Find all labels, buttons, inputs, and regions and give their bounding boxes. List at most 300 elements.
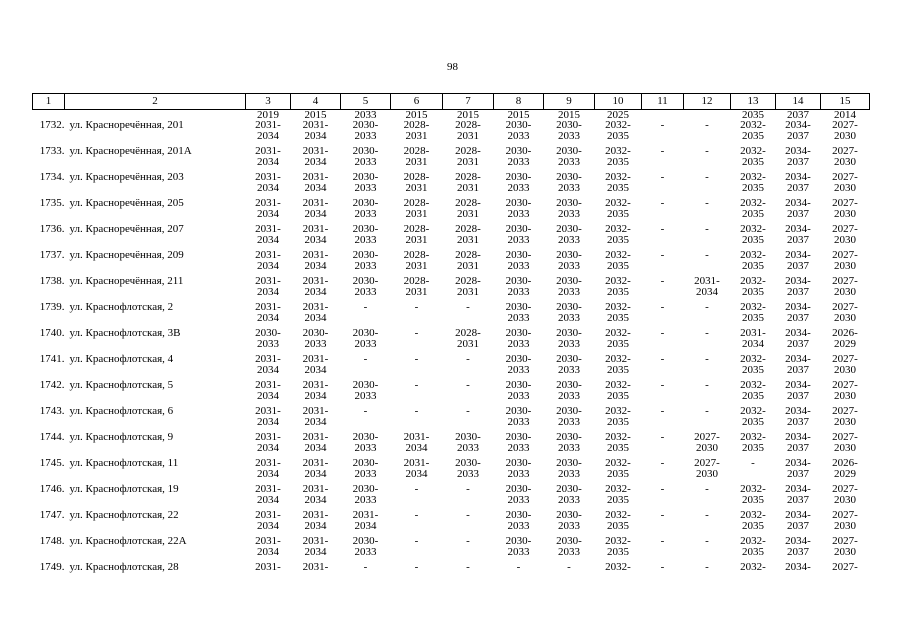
year-value: 2035	[742, 415, 764, 428]
year-value: 2030-	[556, 510, 582, 521]
year-range-cell	[595, 380, 642, 406]
year-value: 2034	[304, 363, 327, 376]
year-range-cell	[494, 328, 544, 354]
year-value: 2030	[834, 519, 856, 532]
table-row	[33, 458, 870, 484]
year-value: 2031	[457, 181, 479, 194]
year-value: 2037	[787, 181, 809, 194]
year-value: 2031	[405, 181, 428, 194]
year-value: 2032-	[740, 146, 766, 157]
year-value: 2035	[607, 467, 629, 480]
year-value: 2031-	[403, 432, 430, 443]
year-range-cell	[595, 354, 642, 380]
year-value: 2032-	[605, 328, 631, 339]
year-range-cell	[391, 406, 443, 432]
year-value: 2028-	[455, 198, 481, 209]
year-value: 2032-	[740, 276, 766, 287]
year-value: 2029	[834, 337, 856, 350]
table-row	[33, 198, 870, 224]
year-value: 2032-	[605, 406, 631, 417]
year-value: 2033	[558, 233, 580, 246]
year-range-cell	[776, 172, 821, 198]
dash-value: -	[705, 198, 709, 209]
year-value: 2034	[304, 285, 327, 298]
year-range-cell	[684, 510, 731, 536]
year-range-cell	[731, 406, 776, 432]
year-range-cell	[642, 536, 684, 562]
year-range-cell	[443, 432, 494, 458]
year-range-cell	[731, 458, 776, 484]
year-range-cell	[443, 198, 494, 224]
year-value: 2030	[834, 181, 856, 194]
year-range-cell	[391, 328, 443, 354]
year-range-cell	[642, 302, 684, 328]
year-value: 2031-	[302, 146, 329, 157]
year-value: 2031-	[302, 224, 329, 235]
year-value: 2030-	[505, 328, 532, 339]
year-range-cell	[246, 484, 291, 510]
dash-value: -	[660, 302, 665, 313]
year-range-cell	[684, 406, 731, 432]
year-range-cell	[291, 146, 341, 172]
year-range-cell	[443, 120, 494, 146]
year-value: 2034-	[785, 276, 811, 287]
year-range-cell	[391, 120, 443, 146]
row-number: 1738.	[39, 276, 65, 287]
table-row	[33, 328, 870, 354]
dash-value: -	[751, 458, 755, 469]
dash-value: -	[466, 510, 470, 521]
year-value: 2028-	[403, 198, 430, 209]
dash-value: -	[660, 328, 665, 339]
year-value: 2034-	[785, 510, 811, 521]
year-range-cell	[544, 146, 595, 172]
year-range-cell	[776, 432, 821, 458]
year-value: 2028-	[455, 146, 481, 157]
year-value: 2031-	[302, 536, 329, 547]
year-range-cell	[821, 562, 870, 575]
year-range-cell	[544, 380, 595, 406]
year-range-cell	[731, 120, 776, 146]
year-value: 2035	[742, 207, 764, 220]
year-range-cell	[494, 458, 544, 484]
year-value: 2030	[834, 415, 856, 428]
year-value: 2033	[354, 337, 377, 350]
year-value: 2034	[304, 493, 327, 506]
year-range-cell	[731, 380, 776, 406]
year-value: 2037	[787, 389, 809, 402]
row-number: 1749.	[39, 562, 65, 573]
year-value: 2027-	[832, 484, 858, 495]
year-value: 2032-	[740, 198, 766, 209]
year-value: 2031-	[302, 250, 329, 261]
year-range-cell	[776, 328, 821, 354]
year-range-cell	[291, 302, 341, 328]
year-range-cell	[731, 146, 776, 172]
header-col-8: 8	[494, 94, 544, 110]
header-col-3: 3	[246, 94, 291, 110]
year-value: 2028-	[403, 120, 430, 131]
year-value: 2027-	[832, 380, 858, 391]
year-value: 2030-	[505, 458, 532, 469]
year-value: 2034	[257, 285, 279, 298]
year-range-cell	[731, 198, 776, 224]
year-value: 2033	[354, 493, 377, 506]
year-range-cell	[443, 224, 494, 250]
year-range-cell	[821, 224, 870, 250]
year-range-cell	[684, 484, 731, 510]
year-value: 2032-	[740, 510, 766, 521]
year-range-cell	[642, 120, 684, 146]
year-value: 2035	[607, 493, 629, 506]
year-value: 2032-	[605, 146, 631, 157]
year-value: 2035	[742, 519, 764, 532]
year-range-cell	[684, 224, 731, 250]
year-range-cell	[776, 380, 821, 406]
year-range-cell	[494, 198, 544, 224]
year-range-cell	[821, 536, 870, 562]
year-value: 2030-	[556, 328, 582, 339]
row-address: ул. Красноречённая, 211	[69, 276, 184, 287]
year-value: 2037	[787, 155, 809, 168]
year-value: 2030-	[505, 510, 532, 521]
year-value: 2030-	[352, 172, 379, 183]
year-value: 2033	[354, 129, 377, 142]
year-value: 2031	[457, 155, 479, 168]
year-value: 2035	[607, 155, 629, 168]
year-value: 2031	[457, 129, 479, 142]
year-value: 2033	[507, 545, 530, 558]
year-value: 2034-	[785, 250, 811, 261]
year-range-cell	[776, 224, 821, 250]
year-range-cell	[642, 354, 684, 380]
year-value: 2030-	[352, 276, 379, 287]
header-col-15: 15	[821, 94, 870, 110]
year-value: 2028-	[403, 172, 430, 183]
year-range-cell	[642, 172, 684, 198]
year-value: 2035	[742, 181, 764, 194]
year-value: 2033	[507, 441, 530, 454]
year-value: 2026-	[832, 458, 858, 469]
year-range-cell	[246, 146, 291, 172]
year-value: 2037	[787, 415, 809, 428]
year-value: 2034-	[785, 380, 811, 391]
year-value: 2033	[558, 389, 580, 402]
year-value: 2033	[558, 207, 580, 220]
dash-value: -	[705, 536, 709, 547]
year-value: 2037	[787, 493, 809, 506]
dash-value: -	[705, 484, 709, 495]
carryover-cell: 2014	[834, 109, 856, 120]
year-range-cell	[246, 198, 291, 224]
year-value: 2035	[742, 233, 764, 246]
year-value: 2034-	[785, 432, 811, 443]
year-value: 2031-	[255, 484, 281, 495]
year-value: 2034	[304, 415, 327, 428]
year-value: 2030-	[556, 172, 582, 183]
year-value: 2027-	[694, 458, 720, 469]
year-range-cell	[246, 406, 291, 432]
year-range-cell	[443, 510, 494, 536]
year-range-cell	[443, 458, 494, 484]
year-value: 2027-	[832, 432, 858, 443]
year-range-cell	[642, 198, 684, 224]
year-value: 2037	[787, 129, 809, 142]
year-value: 2030	[834, 233, 856, 246]
year-value: 2028-	[455, 224, 481, 235]
year-range-cell	[246, 432, 291, 458]
year-value: 2030	[834, 441, 856, 454]
year-value: 2034-	[785, 120, 811, 131]
year-value: 2033	[507, 519, 530, 532]
dash-value: -	[466, 536, 470, 547]
year-value: 2034	[304, 311, 327, 324]
year-range-cell	[544, 536, 595, 562]
year-value: 2033	[354, 259, 377, 272]
year-range-cell	[821, 276, 870, 302]
year-value: 2033	[558, 285, 580, 298]
year-value: 2032-	[740, 354, 766, 365]
year-range-cell	[821, 250, 870, 276]
year-value: 2033	[558, 337, 580, 350]
row-number: 1735.	[39, 198, 65, 209]
year-value: 2033	[354, 207, 377, 220]
year-value: 2035	[742, 389, 764, 402]
schedule-table	[32, 93, 870, 575]
year-value: 2027-	[832, 146, 858, 157]
year-range-cell	[595, 172, 642, 198]
year-range-cell	[391, 484, 443, 510]
year-value: 2033	[354, 285, 377, 298]
dash-value: -	[660, 146, 665, 157]
year-value: 2030	[696, 467, 718, 480]
dash-value: -	[414, 380, 419, 391]
year-value: 2030-	[352, 458, 379, 469]
table-header	[33, 94, 870, 110]
year-value: 2034	[304, 259, 327, 272]
year-value: 2031-	[255, 224, 281, 235]
year-value: 2034	[304, 207, 327, 220]
dash-value: -	[466, 354, 470, 365]
year-range-cell	[684, 172, 731, 198]
year-value: 2030-	[556, 484, 582, 495]
row-number: 1736.	[39, 224, 65, 235]
year-value: 2027-	[832, 172, 858, 183]
year-value: 2030-	[505, 276, 532, 287]
row-address: ул. Краснофлотская, 9	[69, 432, 174, 443]
year-value: 2034	[304, 129, 327, 142]
year-range-cell	[246, 510, 291, 536]
year-range-cell	[494, 224, 544, 250]
year-range-cell	[291, 276, 341, 302]
year-value: 2035	[607, 259, 629, 272]
year-range-cell	[494, 302, 544, 328]
dash-value: -	[705, 380, 709, 391]
year-value: 2030-	[556, 146, 582, 157]
year-range-cell	[246, 536, 291, 562]
year-value: 2032-	[740, 172, 766, 183]
year-range-cell	[731, 250, 776, 276]
year-value: 2033	[558, 129, 580, 142]
year-value: 2032-	[740, 432, 766, 443]
year-value: 2033	[354, 389, 377, 402]
header-col-4: 4	[291, 94, 341, 110]
year-value: 2034	[304, 233, 327, 246]
year-value: 2030-	[556, 406, 582, 417]
year-range-cell	[494, 120, 544, 146]
year-range-cell	[731, 328, 776, 354]
year-value: 2034	[304, 181, 327, 194]
year-range-cell	[821, 406, 870, 432]
year-value: 2031-	[302, 354, 329, 365]
dash-value: -	[660, 120, 665, 131]
year-value: 2027-	[832, 250, 858, 261]
year-value: 2030	[834, 545, 856, 558]
year-range-cell	[544, 484, 595, 510]
year-range-cell	[443, 172, 494, 198]
year-value: 2027-	[832, 198, 858, 209]
year-range-cell	[494, 432, 544, 458]
dash-value: -	[660, 354, 665, 365]
year-range-cell	[642, 146, 684, 172]
year-value: 2035	[607, 519, 629, 532]
year-range-cell	[595, 146, 642, 172]
year-range-cell	[391, 536, 443, 562]
year-range-cell	[642, 484, 684, 510]
year-range-cell	[494, 510, 544, 536]
year-value: 2035	[742, 155, 764, 168]
year-range-cell	[544, 120, 595, 146]
year-value: 2030-	[556, 380, 582, 391]
header-col-6: 6	[391, 94, 443, 110]
year-value: 2027-	[694, 432, 720, 443]
year-range-cell	[246, 224, 291, 250]
year-value: 2026-	[832, 328, 858, 339]
table-row	[33, 510, 870, 536]
year-range-cell	[391, 458, 443, 484]
year-value: 2034-	[785, 224, 811, 235]
year-range-cell	[595, 536, 642, 562]
year-value: 2033	[558, 493, 580, 506]
year-range-cell	[443, 302, 494, 328]
year-value: 2034	[696, 285, 718, 298]
year-range-cell	[291, 380, 341, 406]
year-value: 2033	[507, 415, 530, 428]
carryover-cell: 2015	[304, 109, 327, 120]
header-col-14: 14	[776, 94, 821, 110]
year-value: 2030-	[505, 172, 532, 183]
dash-value: -	[516, 562, 521, 573]
dash-value: -	[660, 406, 665, 417]
year-value: 2028-	[403, 224, 430, 235]
year-range-cell	[684, 120, 731, 146]
year-value: 2034	[405, 467, 428, 480]
year-value: 2037	[787, 519, 809, 532]
year-range-cell	[341, 406, 391, 432]
year-value: 2034	[354, 519, 377, 532]
year-range-cell	[391, 224, 443, 250]
row-address: ул. Краснофлотская, 5	[69, 380, 174, 391]
year-range-cell	[595, 120, 642, 146]
year-value: 2032-	[605, 172, 631, 183]
year-value: 2037	[787, 285, 809, 298]
carryover-cell	[642, 110, 684, 121]
year-value: 2035	[607, 129, 629, 142]
year-range-cell	[291, 198, 341, 224]
dash-value: -	[705, 406, 709, 417]
row-address: ул. Красноречённая, 207	[69, 224, 184, 235]
year-range-cell	[776, 562, 821, 575]
dash-value: -	[414, 328, 419, 339]
year-value: 2031-	[255, 432, 281, 443]
year-value: 2031-	[255, 250, 281, 261]
carryover-cell: 2035	[742, 109, 764, 120]
year-value: 2033	[354, 155, 377, 168]
dash-value: -	[466, 406, 470, 417]
year-value: 2031	[457, 259, 479, 272]
header-col-5: 5	[341, 94, 391, 110]
row-number: 1739.	[39, 302, 65, 313]
year-value: 2032-	[605, 484, 631, 495]
year-range-cell	[246, 458, 291, 484]
year-value: 2034	[257, 467, 279, 480]
row-number: 1741.	[39, 354, 65, 365]
year-value: 2033	[507, 155, 530, 168]
year-value: 2031-	[302, 484, 329, 495]
year-value: 2032-	[605, 250, 631, 261]
year-value: 2033	[558, 155, 580, 168]
year-range-cell	[776, 484, 821, 510]
year-range-cell	[731, 172, 776, 198]
year-range-cell	[494, 380, 544, 406]
year-range-cell	[595, 432, 642, 458]
dash-value: -	[705, 120, 709, 131]
year-value: 2030	[834, 363, 856, 376]
year-value: 2030-	[505, 250, 532, 261]
dash-value: -	[660, 510, 665, 521]
dash-value: -	[660, 484, 665, 495]
year-value: 2033	[558, 519, 580, 532]
year-value: 2034-	[785, 406, 811, 417]
year-range-cell	[443, 380, 494, 406]
year-range-cell	[821, 172, 870, 198]
year-range-cell	[443, 562, 494, 575]
year-value: 2034	[304, 467, 327, 480]
year-range-cell	[494, 562, 544, 575]
year-value: 2033	[354, 181, 377, 194]
year-value: 2031-	[302, 406, 329, 417]
year-value: 2033	[457, 441, 479, 454]
year-value: 2035	[742, 441, 764, 454]
row-number: 1745.	[39, 458, 65, 469]
year-range-cell	[595, 484, 642, 510]
year-value: 2031	[457, 285, 479, 298]
table-row	[33, 250, 870, 276]
year-range-cell	[731, 354, 776, 380]
row-address: ул. Краснофлотская, 11	[69, 458, 179, 469]
year-range-cell	[821, 484, 870, 510]
header-row	[33, 94, 870, 110]
year-range-cell	[443, 536, 494, 562]
row-address: ул. Красноречённая, 203	[69, 172, 184, 183]
year-value: 2031-	[302, 510, 329, 521]
year-value: 2030	[696, 441, 718, 454]
year-value: 2030-	[505, 354, 532, 365]
year-range-cell	[684, 380, 731, 406]
year-range-cell	[595, 562, 642, 575]
year-range-cell	[776, 406, 821, 432]
year-value: 2032-	[740, 224, 766, 235]
